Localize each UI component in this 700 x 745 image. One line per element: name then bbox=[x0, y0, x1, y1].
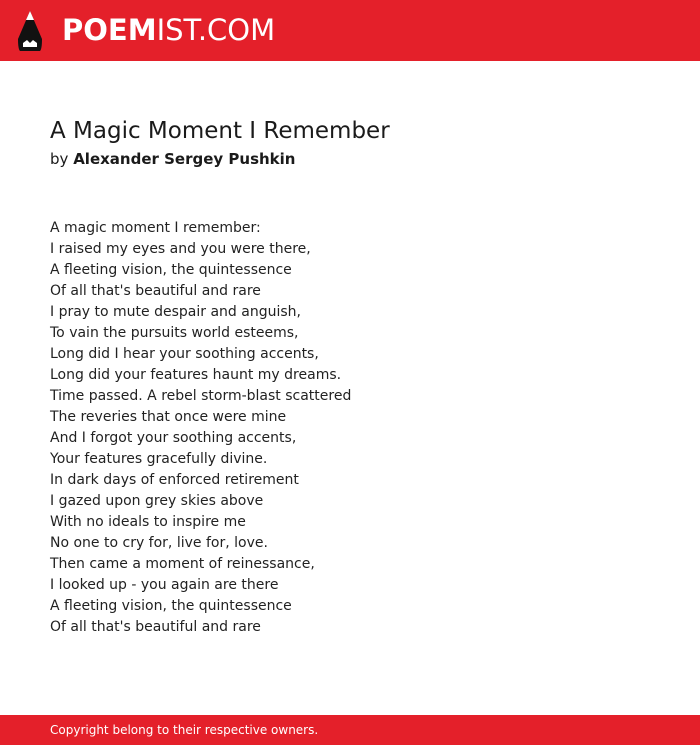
poem-line: Your features gracefully divine. bbox=[50, 451, 268, 467]
poem-title: A Magic Moment I Remember bbox=[50, 118, 390, 144]
byline-prefix: by bbox=[50, 150, 69, 168]
logo-text-light: IST.COM bbox=[156, 13, 276, 47]
pencil-tip-icon[interactable] bbox=[16, 9, 44, 53]
poem-line: Long did your features haunt my dreams. bbox=[50, 367, 342, 383]
poem-line: I looked up - you again are there bbox=[50, 577, 279, 593]
author-name: Alexander Sergey Pushkin bbox=[73, 150, 296, 168]
site-footer bbox=[0, 715, 700, 745]
logo-text-bold: POEM bbox=[62, 13, 157, 47]
poem-line: Of all that's beautiful and rare bbox=[50, 619, 261, 635]
poem-line: The reveries that once were mine bbox=[50, 409, 287, 425]
poem-line: I gazed upon grey skies above bbox=[50, 493, 264, 509]
poem-line: A fleeting vision, the quintessence bbox=[50, 598, 292, 614]
poem-body bbox=[50, 218, 351, 638]
poem-line: Long did I hear your soothing accents, bbox=[50, 346, 319, 362]
poem-line: No one to cry for, live for, love. bbox=[50, 535, 268, 551]
poem-line: In dark days of enforced retirement bbox=[50, 472, 299, 488]
site-header bbox=[0, 0, 700, 61]
poem-line: I pray to mute despair and anguish, bbox=[50, 304, 301, 320]
byline bbox=[50, 149, 295, 169]
poem-line: Then came a moment of reinessance, bbox=[50, 556, 315, 572]
poem-line: A fleeting vision, the quintessence bbox=[50, 262, 292, 278]
poem-line: A magic moment I remember: bbox=[50, 220, 261, 236]
poem-line: And I forgot your soothing accents, bbox=[50, 430, 297, 446]
poem-line: Time passed. A rebel storm-blast scattered bbox=[50, 388, 352, 404]
poem-line: Of all that's beautiful and rare bbox=[50, 283, 261, 299]
site-logo[interactable] bbox=[62, 13, 275, 47]
copyright-notice: Copyright belong to their respective owners. bbox=[50, 723, 319, 737]
poem-line: To vain the pursuits world esteems, bbox=[50, 325, 299, 341]
poem-line: With no ideals to inspire me bbox=[50, 514, 246, 530]
poem-line: I raised my eyes and you were there, bbox=[50, 241, 311, 257]
